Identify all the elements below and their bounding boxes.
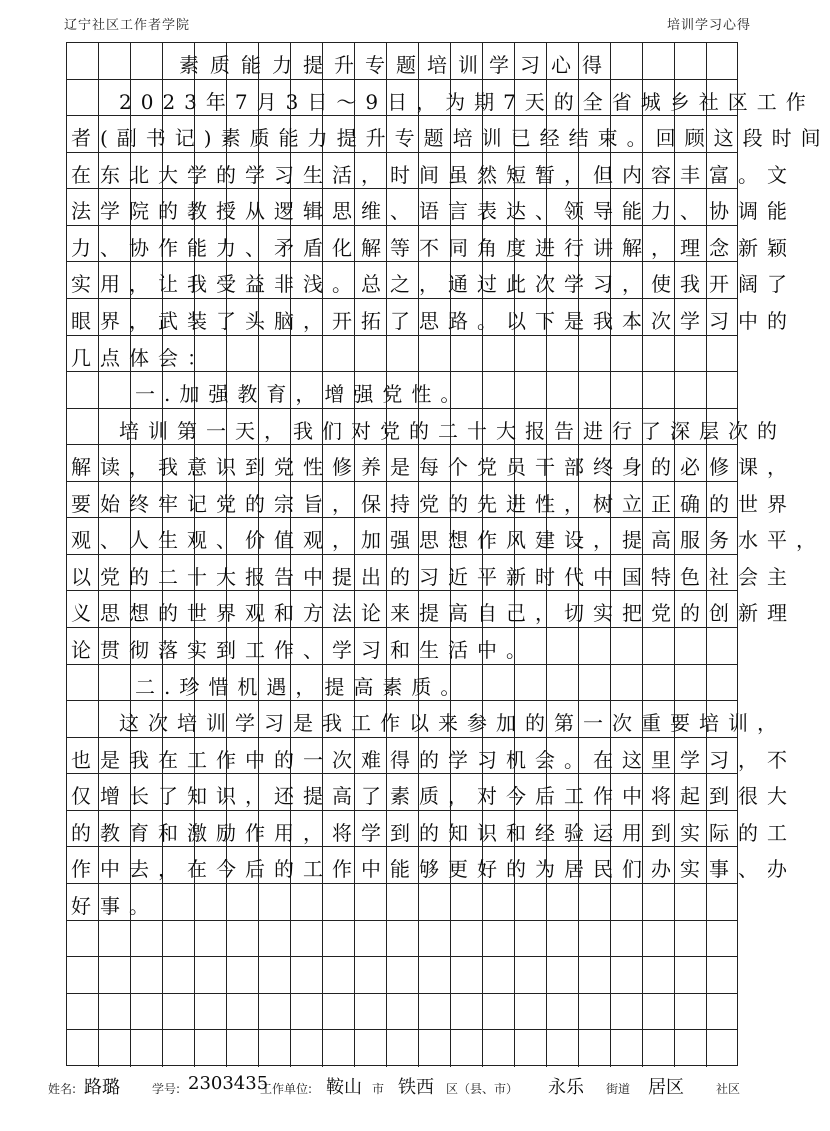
text-line: 要始终牢记党的宗旨，保持党的先进性，树立正确的世界 xyxy=(71,491,796,516)
unit-label: 工作单位: xyxy=(260,1082,313,1096)
text-line: 义思想的世界观和方法论来提高自己，切实把党的创新理 xyxy=(71,601,796,626)
text-line: 培训第一天，我们对党的二十大报告进行了深层次的 xyxy=(119,418,786,443)
grid-row xyxy=(67,43,737,80)
grid-row xyxy=(67,847,796,884)
text-line: 眼界，武装了头脑，开拓了思路。以下是我本次学习中的 xyxy=(71,308,796,333)
text-line: 这次培训学习是我工作以来参加的第一次重要培训， xyxy=(119,711,786,736)
text-line: 观、人生观、价值观，加强思想作风建设，提高服务水平， xyxy=(71,528,825,553)
grid-row xyxy=(67,774,796,811)
text-line: 在东北大学的学习生活，时间虽然短暂，但内容丰富。文 xyxy=(71,162,796,187)
district-name: 铁西 xyxy=(398,1077,434,1098)
text-line: 几点体会： xyxy=(71,345,216,370)
grid-row xyxy=(67,957,737,994)
grid-row xyxy=(67,884,737,921)
text-line xyxy=(67,1000,737,1028)
grid-row xyxy=(67,409,786,446)
grid-row xyxy=(67,555,796,592)
grid-row xyxy=(67,226,796,263)
grid-paper xyxy=(66,42,830,1066)
text-line: 论贯彻落实到工作、学习和生活中。 xyxy=(71,638,535,662)
grid-row xyxy=(67,665,737,702)
grid-row xyxy=(67,1030,737,1067)
text-line xyxy=(67,963,737,991)
grid-row xyxy=(67,482,796,519)
grid-row xyxy=(67,372,737,409)
document-category: 培训学习心得 xyxy=(666,18,751,33)
city-suffix: 市 xyxy=(372,1082,385,1096)
institution-name: 辽宁社区工作者学院 xyxy=(64,18,191,33)
text-line: 以党的二十大报告中提出的习近平新时代中国特色社会主 xyxy=(71,564,796,589)
text-line: 2023年7月3日～9日，为期7天的全省城乡社区工作 xyxy=(119,89,815,114)
grid-row xyxy=(67,262,796,299)
name-label: 姓名: xyxy=(48,1082,77,1096)
document-title: 素质能力提升专题培训学习心得 xyxy=(179,53,613,77)
page-header xyxy=(0,14,799,38)
id-label: 学号: xyxy=(152,1082,181,1096)
street-name: 永乐 xyxy=(548,1077,584,1098)
grid-row xyxy=(67,921,737,958)
grid-row xyxy=(67,701,786,738)
grid-row xyxy=(67,518,825,555)
grid-row xyxy=(67,738,796,775)
grid-row xyxy=(67,153,796,190)
grid-row xyxy=(67,628,737,665)
section-heading: 二.珍惜机遇，提高素质。 xyxy=(135,674,470,699)
text-line: 法学院的教授从逻辑思维、语言表达、领导能力、协调能 xyxy=(71,199,796,224)
community-name: 居区 xyxy=(648,1077,684,1098)
community-suffix: 社区 xyxy=(716,1082,741,1096)
text-line: 仅增长了知识，还提高了素质，对今后工作中将起到很大 xyxy=(71,784,796,809)
author-info xyxy=(0,1072,799,1108)
grid-row xyxy=(67,811,796,848)
district-suffix: 区（县、市） xyxy=(446,1082,519,1096)
grid-row xyxy=(67,80,815,117)
section-heading: 一.加强教育，增强党性。 xyxy=(135,382,470,407)
text-line xyxy=(67,927,737,955)
text-line: 作中去，在今后的工作中能够更好的为居民们办实事、办 xyxy=(71,857,796,882)
author-name: 路璐 xyxy=(84,1077,120,1098)
grid-row xyxy=(67,299,796,336)
grid-row xyxy=(67,445,796,482)
text-line xyxy=(67,1036,737,1064)
text-line: 的教育和激励作用，将学到的知识和经验运用到实际的工 xyxy=(71,820,796,845)
text-line: 力、协作能力、矛盾化解等不同角度进行讲解，理念新颖 xyxy=(71,235,796,260)
grid-row xyxy=(67,189,796,226)
text-line: 也是我在工作中的一次难得的学习机会。在这里学习，不 xyxy=(71,747,796,772)
text-line: 解读，我意识到党性修养是每个党员干部终身的必修课， xyxy=(71,455,796,480)
text-line: 者(副书记)素质能力提升专题培训已经结束。回顾这段时间 xyxy=(71,126,830,151)
grid-row xyxy=(67,994,737,1031)
grid-row xyxy=(67,116,830,153)
student-id: 2303435 xyxy=(188,1073,269,1094)
text-line: 好事。 xyxy=(71,893,158,918)
grid-row xyxy=(67,336,737,373)
street-suffix: 街道 xyxy=(606,1082,631,1096)
city-name: 鞍山 xyxy=(326,1077,362,1098)
grid-row xyxy=(67,591,796,628)
text-line: 实用，让我受益非浅。总之，通过此次学习，使我开阔了 xyxy=(71,272,796,297)
